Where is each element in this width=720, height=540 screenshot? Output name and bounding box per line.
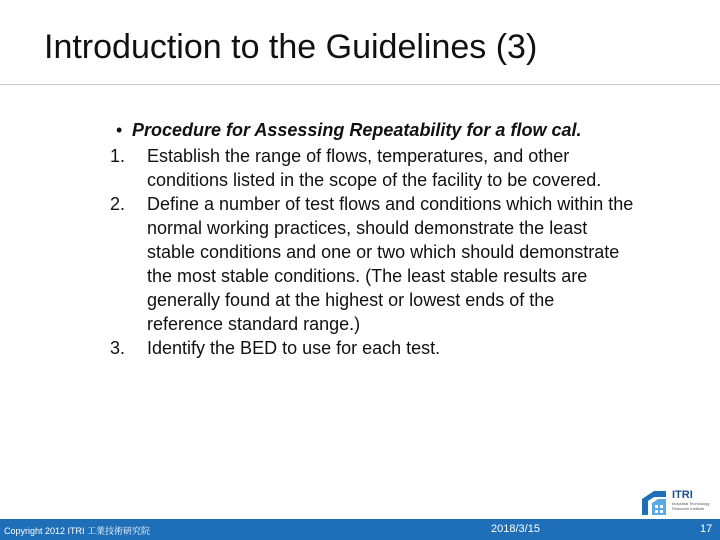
- slide-title: Introduction to the Guidelines (3): [44, 28, 538, 66]
- list-item-line: generally found at the highest or lowest ends of the: [147, 290, 555, 310]
- footer-date: 2018/3/15: [491, 523, 540, 535]
- list-item-number: 1.: [110, 146, 126, 166]
- itri-logo-subtitle: Industrial Technology Research Institute: [672, 501, 710, 511]
- list-item: [110, 192, 710, 336]
- list-item-line: the most stable conditions. (The least stable results are: [147, 266, 588, 286]
- footer-copyright: Copyright 2012 ITRI 工業技術研究院: [4, 526, 151, 536]
- list-item-line: Define a number of test flows and conditions which within the: [147, 194, 634, 214]
- itri-logo: [640, 489, 716, 517]
- list-item-number: 3.: [110, 338, 126, 358]
- list-item-line: Identify the BED to use for each test.: [147, 338, 441, 358]
- list-item: [110, 336, 710, 360]
- itri-logo-icon: [640, 489, 668, 517]
- list-item-number: 2.: [110, 194, 126, 214]
- bullet-heading: Procedure for Assessing Repeatability for a flow cal.: [132, 120, 582, 140]
- list-item: [110, 144, 710, 192]
- list-item-line: conditions listed in the scope of the facility to be covered.: [147, 170, 602, 190]
- bullet-icon: •: [116, 120, 123, 140]
- slide-content: [110, 118, 710, 360]
- bullet-heading-line: [110, 118, 710, 142]
- itri-logo-name: ITRI: [672, 489, 693, 501]
- list-item-line: Establish the range of flows, temperatures, and other: [147, 146, 570, 166]
- title-divider: [0, 84, 720, 85]
- list-item-line: reference standard range.): [147, 314, 361, 334]
- list-item-line: normal working practices, should demonstrate the least: [147, 218, 588, 238]
- list-item-line: stable conditions and one or two which should demonstrate: [147, 242, 620, 262]
- page-number: 17: [700, 523, 713, 535]
